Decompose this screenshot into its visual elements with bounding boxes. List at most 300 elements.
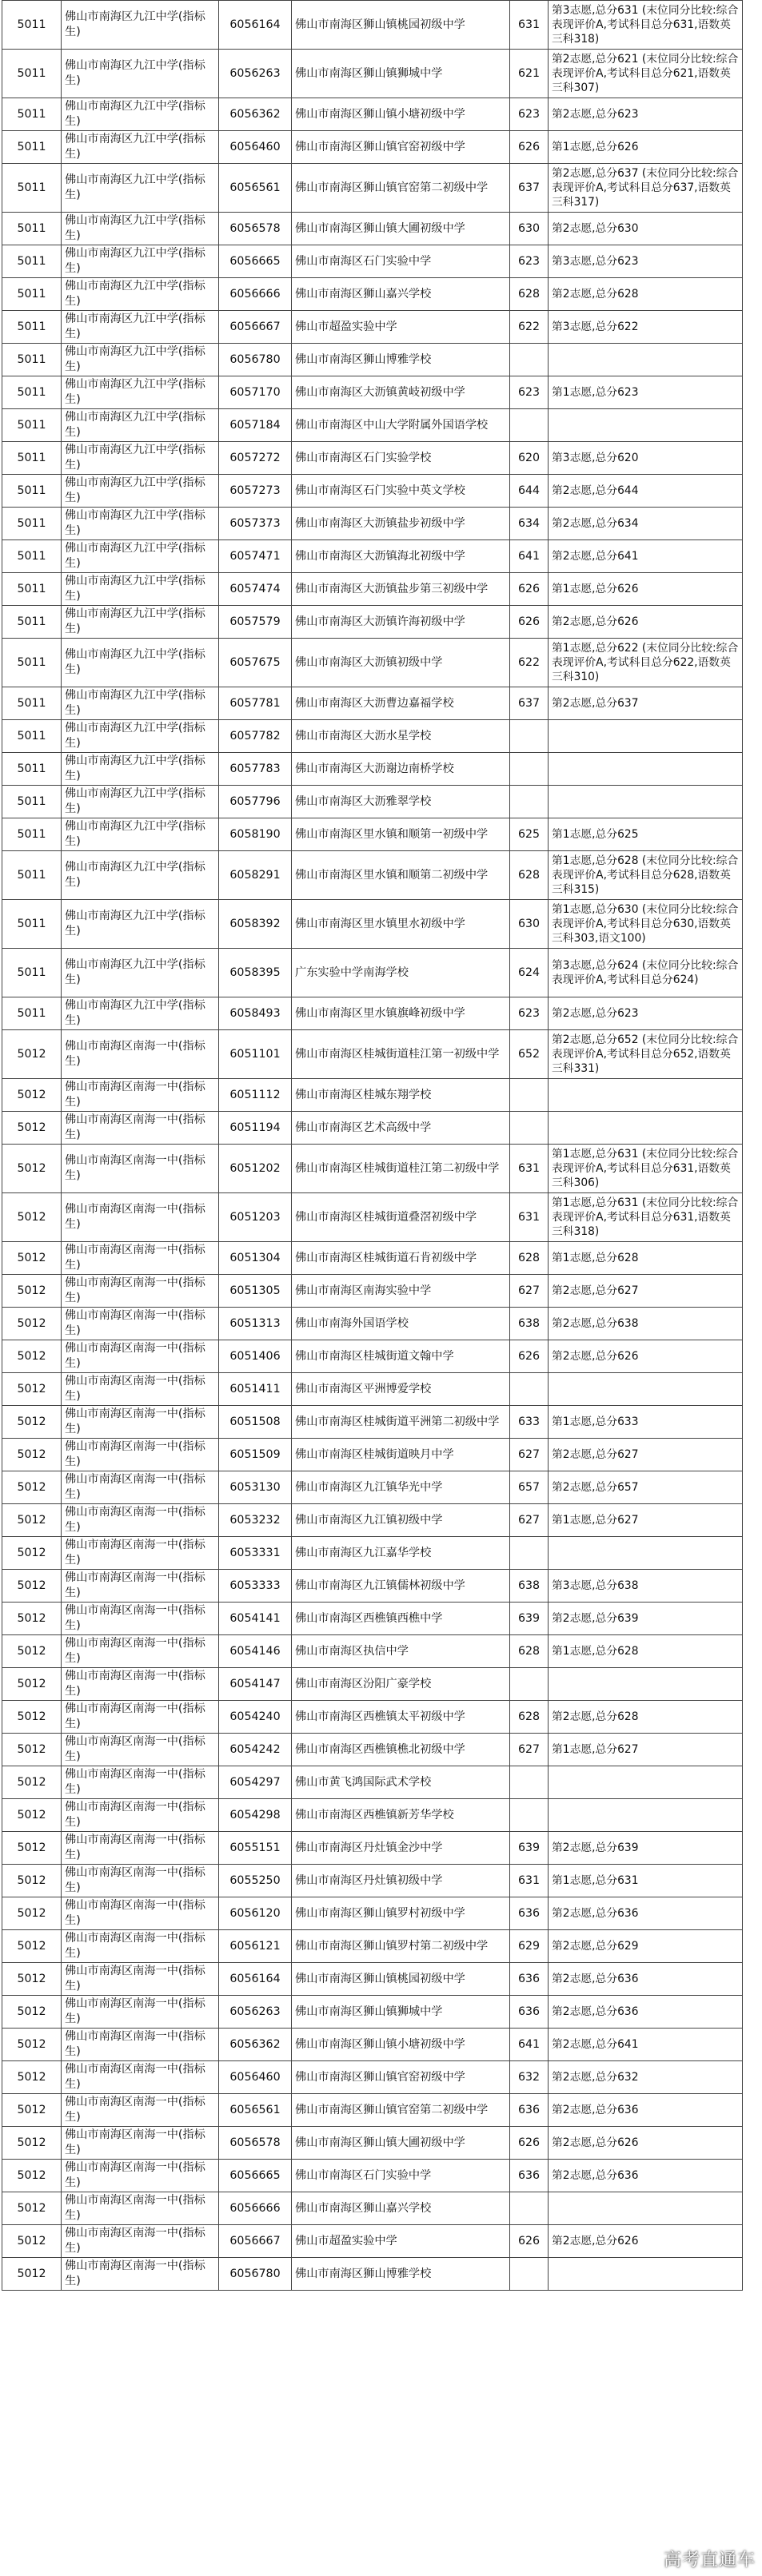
district-code: 5011 [2,949,62,997]
junior-school-name: 佛山市南海区桂城街道映月中学 [292,1439,510,1471]
min-score: 630 [510,213,549,245]
min-score: 636 [510,2160,549,2192]
min-score: 630 [510,900,549,949]
table-row [2,2094,743,2127]
min-score: 631 [510,1145,549,1193]
min-score [510,2192,549,2225]
district-code: 5011 [2,720,62,753]
high-school-name: 佛山市南海区南海一中(指标生) [62,1996,219,2029]
school-code: 6053331 [219,1537,292,1570]
remark: 第1志愿,总分628 [549,1242,743,1275]
junior-school-name: 佛山市南海区桂城街道叠滘初级中学 [292,1193,510,1242]
junior-school-name: 佛山市南海区大沥镇盐步第三初级中学 [292,573,510,606]
district-code: 5011 [2,573,62,606]
table-row [2,1308,743,1340]
district-code: 5012 [2,1963,62,1996]
district-code: 5012 [2,1504,62,1537]
high-school-name: 佛山市南海区南海一中(指标生) [62,1145,219,1193]
junior-school-name: 佛山市超盈实验中学 [292,2225,510,2258]
junior-school-name: 佛山市南海区狮山嘉兴学校 [292,278,510,311]
min-score: 627 [510,1439,549,1471]
district-code: 5011 [2,818,62,851]
school-code: 6056666 [219,278,292,311]
district-code: 5011 [2,245,62,278]
district-code: 5011 [2,753,62,786]
school-code: 6051406 [219,1340,292,1373]
high-school-name: 佛山市南海区南海一中(指标生) [62,1865,219,1897]
district-code: 5012 [2,1603,62,1635]
district-code: 5012 [2,1145,62,1193]
school-code: 6051202 [219,1145,292,1193]
school-code: 6056164 [219,1963,292,1996]
table-row [2,540,743,573]
high-school-name: 佛山市南海区九江中学(指标生) [62,344,219,376]
remark: 第1志愿,总分631 [549,1865,743,1897]
remark [549,1766,743,1799]
min-score [510,753,549,786]
high-school-name: 佛山市南海区南海一中(指标生) [62,1193,219,1242]
junior-school-name: 佛山市南海区石门实验学校 [292,442,510,475]
junior-school-name: 佛山市南海区执信中学 [292,1635,510,1668]
junior-school-name: 佛山市南海区里水镇旗峰初级中学 [292,997,510,1030]
table-row [2,1996,743,2029]
junior-school-name: 佛山市南海区西樵镇樵北初级中学 [292,1734,510,1766]
min-score: 631 [510,1,549,50]
remark [549,753,743,786]
school-code: 6054242 [219,1734,292,1766]
table-row [2,851,743,900]
district-code: 5012 [2,1340,62,1373]
school-code: 6053333 [219,1570,292,1603]
junior-school-name: 佛山市南海区大沥水星学校 [292,720,510,753]
table-row [2,1537,743,1570]
district-code: 5012 [2,1242,62,1275]
junior-school-name: 佛山市南海区狮山博雅学校 [292,344,510,376]
table-row [2,2029,743,2061]
district-code: 5012 [2,1996,62,2029]
high-school-name: 佛山市南海区南海一中(指标生) [62,1897,219,1930]
school-code: 6056578 [219,213,292,245]
junior-school-name: 佛山市南海区石门实验中英文学校 [292,475,510,508]
school-code: 6056121 [219,1930,292,1963]
high-school-name: 佛山市南海区南海一中(指标生) [62,2061,219,2094]
table-row [2,949,743,997]
table-row [2,311,743,344]
high-school-name: 佛山市南海区九江中学(指标生) [62,311,219,344]
school-code: 6055250 [219,1865,292,1897]
district-code: 5012 [2,1832,62,1865]
high-school-name: 佛山市南海区南海一中(指标生) [62,1930,219,1963]
table-row [2,1112,743,1145]
high-school-name: 佛山市南海区南海一中(指标生) [62,1439,219,1471]
high-school-name: 佛山市南海区南海一中(指标生) [62,1668,219,1701]
junior-school-name: 佛山市南海区大沥镇许海初级中学 [292,606,510,639]
school-code: 6054298 [219,1799,292,1832]
school-code: 6056362 [219,98,292,131]
high-school-name: 佛山市南海区九江中学(指标生) [62,50,219,98]
table-body [2,1,743,2291]
remark [549,409,743,442]
min-score [510,1537,549,1570]
junior-school-name: 佛山市南海区中山大学附属外国语学校 [292,409,510,442]
remark: 第2志愿,总分628 [549,1701,743,1734]
junior-school-name: 佛山市南海区大沥谢边南桥学校 [292,753,510,786]
table-row [2,2160,743,2192]
min-score [510,720,549,753]
table-row [2,131,743,164]
junior-school-name: 佛山市南海区狮山镇桃园初级中学 [292,1963,510,1996]
table-row [2,213,743,245]
district-code: 5011 [2,164,62,213]
junior-school-name: 佛山市南海区九江镇初级中学 [292,1504,510,1537]
remark: 第3志愿,总分624 (末位同分比较:综合表现评价A,考试科目总分624) [549,949,743,997]
school-code: 6054240 [219,1701,292,1734]
min-score: 636 [510,1897,549,1930]
min-score [510,1079,549,1112]
school-code: 6054141 [219,1603,292,1635]
junior-school-name: 佛山市南海区九江镇儒林初级中学 [292,1570,510,1603]
district-code: 5011 [2,639,62,687]
school-code: 6056263 [219,1996,292,2029]
remark [549,1537,743,1570]
school-code: 6051313 [219,1308,292,1340]
district-code: 5012 [2,1668,62,1701]
high-school-name: 佛山市南海区南海一中(指标生) [62,1734,219,1766]
district-code: 5012 [2,1635,62,1668]
min-score: 623 [510,98,549,131]
remark: 第1志愿,总分627 [549,1734,743,1766]
remark: 第2志愿,总分636 [549,1963,743,1996]
high-school-name: 佛山市南海区九江中学(指标生) [62,245,219,278]
remark: 第2志愿,总分637 [549,687,743,720]
table-row [2,1668,743,1701]
junior-school-name: 佛山市南海区桂城东翔学校 [292,1079,510,1112]
table-row [2,475,743,508]
high-school-name: 佛山市南海区九江中学(指标生) [62,818,219,851]
junior-school-name: 佛山市南海区大沥镇初级中学 [292,639,510,687]
junior-school-name: 佛山市南海区石门实验中学 [292,245,510,278]
school-code: 6057783 [219,753,292,786]
remark: 第1志愿,总分625 [549,818,743,851]
junior-school-name: 佛山市南海区狮山镇官窑第二初级中学 [292,164,510,213]
district-code: 5012 [2,1308,62,1340]
district-code: 5011 [2,213,62,245]
school-code: 6057579 [219,606,292,639]
table-row [2,442,743,475]
junior-school-name: 佛山市南海区丹灶镇初级中学 [292,1865,510,1897]
school-code: 6057272 [219,442,292,475]
junior-school-name: 佛山市南海区桂城街道文翰中学 [292,1340,510,1373]
junior-school-name: 佛山市南海区狮山镇桃园初级中学 [292,1,510,50]
school-code: 6057474 [219,573,292,606]
remark: 第2志愿,总分638 [549,1308,743,1340]
remark: 第2志愿,总分626 [549,606,743,639]
school-code: 6051411 [219,1373,292,1406]
school-code: 6056561 [219,2094,292,2127]
school-code: 6056665 [219,245,292,278]
high-school-name: 佛山市南海区南海一中(指标生) [62,1537,219,1570]
remark: 第2志愿,总分641 [549,2029,743,2061]
table-row [2,753,743,786]
district-code: 5011 [2,131,62,164]
school-code: 6057782 [219,720,292,753]
table-row [2,98,743,131]
junior-school-name: 广东实验中学南海学校 [292,949,510,997]
table-row [2,1897,743,1930]
high-school-name: 佛山市南海区九江中学(指标生) [62,98,219,131]
school-code: 6055151 [219,1832,292,1865]
district-code: 5011 [2,311,62,344]
table-row [2,900,743,949]
district-code: 5012 [2,1930,62,1963]
min-score: 621 [510,50,549,98]
table-row [2,1832,743,1865]
min-score: 641 [510,2029,549,2061]
min-score: 628 [510,1701,549,1734]
district-code: 5012 [2,2258,62,2291]
remark [549,344,743,376]
min-score: 638 [510,1308,549,1340]
school-code: 6051305 [219,1275,292,1308]
district-code: 5011 [2,508,62,540]
high-school-name: 佛山市南海区南海一中(指标生) [62,2160,219,2192]
min-score [510,1112,549,1145]
remark: 第1志愿,总分627 [549,1504,743,1537]
remark: 第2志愿,总分628 [549,278,743,311]
remark [549,720,743,753]
district-code: 5011 [2,1,62,50]
remark: 第2志愿,总分636 [549,2160,743,2192]
district-code: 5011 [2,540,62,573]
high-school-name: 佛山市南海区南海一中(指标生) [62,1471,219,1504]
high-school-name: 佛山市南海区南海一中(指标生) [62,1570,219,1603]
junior-school-name: 佛山市南海区桂城街道桂江第二初级中学 [292,1145,510,1193]
district-code: 5012 [2,1471,62,1504]
table-row [2,1963,743,1996]
remark: 第1志愿,总分626 [549,573,743,606]
district-code: 5012 [2,1734,62,1766]
table-row [2,1930,743,1963]
high-school-name: 佛山市南海区九江中学(指标生) [62,540,219,573]
school-code: 6056780 [219,2258,292,2291]
district-code: 5012 [2,1865,62,1897]
district-code: 5011 [2,606,62,639]
min-score: 624 [510,949,549,997]
junior-school-name: 佛山市南海区里水镇里水初级中学 [292,900,510,949]
district-code: 5011 [2,997,62,1030]
high-school-name: 佛山市南海区南海一中(指标生) [62,1799,219,1832]
district-code: 5012 [2,2225,62,2258]
table-row [2,344,743,376]
district-code: 5012 [2,1701,62,1734]
school-code: 6056780 [219,344,292,376]
table-row [2,1799,743,1832]
junior-school-name: 佛山市南海区狮山镇官窑初级中学 [292,2061,510,2094]
junior-school-name: 佛山市南海区平洲博爱学校 [292,1373,510,1406]
district-code: 5012 [2,2061,62,2094]
table-row [2,818,743,851]
district-code: 5012 [2,1570,62,1603]
high-school-name: 佛山市南海区南海一中(指标生) [62,1308,219,1340]
remark: 第3志愿,总分620 [549,442,743,475]
table-row [2,786,743,818]
school-code: 6051203 [219,1193,292,1242]
high-school-name: 佛山市南海区南海一中(指标生) [62,1832,219,1865]
remark: 第2志愿,总分623 [549,997,743,1030]
min-score: 641 [510,540,549,573]
table-row [2,1079,743,1112]
table-row [2,1865,743,1897]
junior-school-name: 佛山市南海区狮山镇小塘初级中学 [292,2029,510,2061]
remark: 第2志愿,总分639 [549,1832,743,1865]
school-code: 6051508 [219,1406,292,1439]
remark [549,1373,743,1406]
high-school-name: 佛山市南海区南海一中(指标生) [62,1635,219,1668]
high-school-name: 佛山市南海区南海一中(指标生) [62,1603,219,1635]
min-score: 638 [510,1570,549,1603]
high-school-name: 佛山市南海区九江中学(指标生) [62,409,219,442]
remark [549,2192,743,2225]
remark: 第2志愿,总分626 [549,2225,743,2258]
min-score: 625 [510,818,549,851]
school-code: 6057184 [219,409,292,442]
min-score: 637 [510,687,549,720]
school-code: 6057170 [219,376,292,409]
district-code: 5011 [2,50,62,98]
district-code: 5012 [2,2029,62,2061]
high-school-name: 佛山市南海区九江中学(指标生) [62,442,219,475]
table-row [2,1471,743,1504]
table-row [2,508,743,540]
high-school-name: 佛山市南海区九江中学(指标生) [62,1,219,50]
school-code: 6058392 [219,900,292,949]
district-code: 5011 [2,687,62,720]
table-row [2,1275,743,1308]
table-row [2,1193,743,1242]
remark: 第2志愿,总分623 [549,98,743,131]
district-code: 5012 [2,1030,62,1079]
table-row [2,245,743,278]
high-school-name: 佛山市南海区九江中学(指标生) [62,949,219,997]
min-score: 632 [510,2061,549,2094]
high-school-name: 佛山市南海区九江中学(指标生) [62,997,219,1030]
school-code: 6057373 [219,508,292,540]
min-score: 631 [510,1865,549,1897]
junior-school-name: 佛山市南海外国语学校 [292,1308,510,1340]
school-code: 6053232 [219,1504,292,1537]
table-row [2,1766,743,1799]
junior-school-name: 佛山市南海区桂城街道石肯初级中学 [292,1242,510,1275]
table-row [2,2127,743,2160]
high-school-name: 佛山市南海区南海一中(指标生) [62,2258,219,2291]
min-score: 636 [510,2094,549,2127]
remark: 第2志愿,总分657 [549,1471,743,1504]
high-school-name: 佛山市南海区九江中学(指标生) [62,720,219,753]
remark: 第2志愿,总分636 [549,2094,743,2127]
school-code: 6057781 [219,687,292,720]
watermark: 高考直通车 [663,2550,756,2570]
remark [549,2258,743,2291]
min-score: 628 [510,1635,549,1668]
high-school-name: 佛山市南海区九江中学(指标生) [62,639,219,687]
junior-school-name: 佛山市南海区汾阳广豪学校 [292,1668,510,1701]
remark: 第1志愿,总分623 [549,376,743,409]
junior-school-name: 佛山市南海区狮山博雅学校 [292,2258,510,2291]
junior-school-name: 佛山市南海区艺术高级中学 [292,1112,510,1145]
table-row [2,2258,743,2291]
junior-school-name: 佛山市南海区狮山镇小塘初级中学 [292,98,510,131]
high-school-name: 佛山市南海区九江中学(指标生) [62,606,219,639]
remark: 第2志愿,总分641 [549,540,743,573]
school-code: 6057471 [219,540,292,573]
junior-school-name: 佛山市南海区桂城街道桂江第一初级中学 [292,1030,510,1079]
junior-school-name: 佛山市南海区大沥雅翠学校 [292,786,510,818]
remark: 第2志愿,总分636 [549,1897,743,1930]
table-row [2,1734,743,1766]
remark: 第2志愿,总分627 [549,1275,743,1308]
junior-school-name: 佛山市南海区西樵镇西樵中学 [292,1603,510,1635]
remark: 第1志愿,总分622 (末位同分比较:综合表现评价A,考试科目总分622,语数英三科310) [549,639,743,687]
high-school-name: 佛山市南海区南海一中(指标生) [62,1079,219,1112]
min-score: 626 [510,2225,549,2258]
school-code: 6056665 [219,2160,292,2192]
district-code: 5012 [2,2127,62,2160]
school-code: 6057796 [219,786,292,818]
min-score [510,1668,549,1701]
high-school-name: 佛山市南海区南海一中(指标生) [62,2225,219,2258]
district-code: 5012 [2,1079,62,1112]
junior-school-name: 佛山市南海区狮山镇官窑第二初级中学 [292,2094,510,2127]
min-score: 629 [510,1930,549,1963]
school-code: 6054147 [219,1668,292,1701]
remark [549,1079,743,1112]
table-row [2,606,743,639]
high-school-name: 佛山市南海区南海一中(指标生) [62,1030,219,1079]
remark: 第3志愿,总分631 (末位同分比较:综合表现评价A,考试科目总分631,语数英三科318) [549,1,743,50]
school-code: 6056667 [219,311,292,344]
junior-school-name: 佛山市南海区狮山镇罗村第二初级中学 [292,1930,510,1963]
min-score: 626 [510,1340,549,1373]
high-school-name: 佛山市南海区南海一中(指标生) [62,1112,219,1145]
remark: 第1志愿,总分626 [549,131,743,164]
high-school-name: 佛山市南海区九江中学(指标生) [62,786,219,818]
min-score: 633 [510,1406,549,1439]
district-code: 5011 [2,98,62,131]
high-school-name: 佛山市南海区南海一中(指标生) [62,1963,219,1996]
district-code: 5011 [2,786,62,818]
min-score: 626 [510,131,549,164]
school-code: 6051194 [219,1112,292,1145]
high-school-name: 佛山市南海区南海一中(指标生) [62,1406,219,1439]
district-code: 5012 [2,1193,62,1242]
school-code: 6051509 [219,1439,292,1471]
remark [549,786,743,818]
admission-table [2,0,743,2291]
district-code: 5011 [2,475,62,508]
high-school-name: 佛山市南海区南海一中(指标生) [62,2127,219,2160]
min-score: 636 [510,1996,549,2029]
junior-school-name: 佛山市超盈实验中学 [292,311,510,344]
remark: 第2志愿,总分621 (末位同分比较:综合表现评价A,考试科目总分621,语数英三科307) [549,50,743,98]
table-row [2,409,743,442]
district-code: 5012 [2,2094,62,2127]
remark: 第2志愿,总分627 [549,1439,743,1471]
remark: 第2志愿,总分629 [549,1930,743,1963]
junior-school-name: 佛山市南海区石门实验中学 [292,2160,510,2192]
junior-school-name: 佛山市南海区大沥镇盐步初级中学 [292,508,510,540]
high-school-name: 佛山市南海区南海一中(指标生) [62,2192,219,2225]
min-score: 637 [510,164,549,213]
